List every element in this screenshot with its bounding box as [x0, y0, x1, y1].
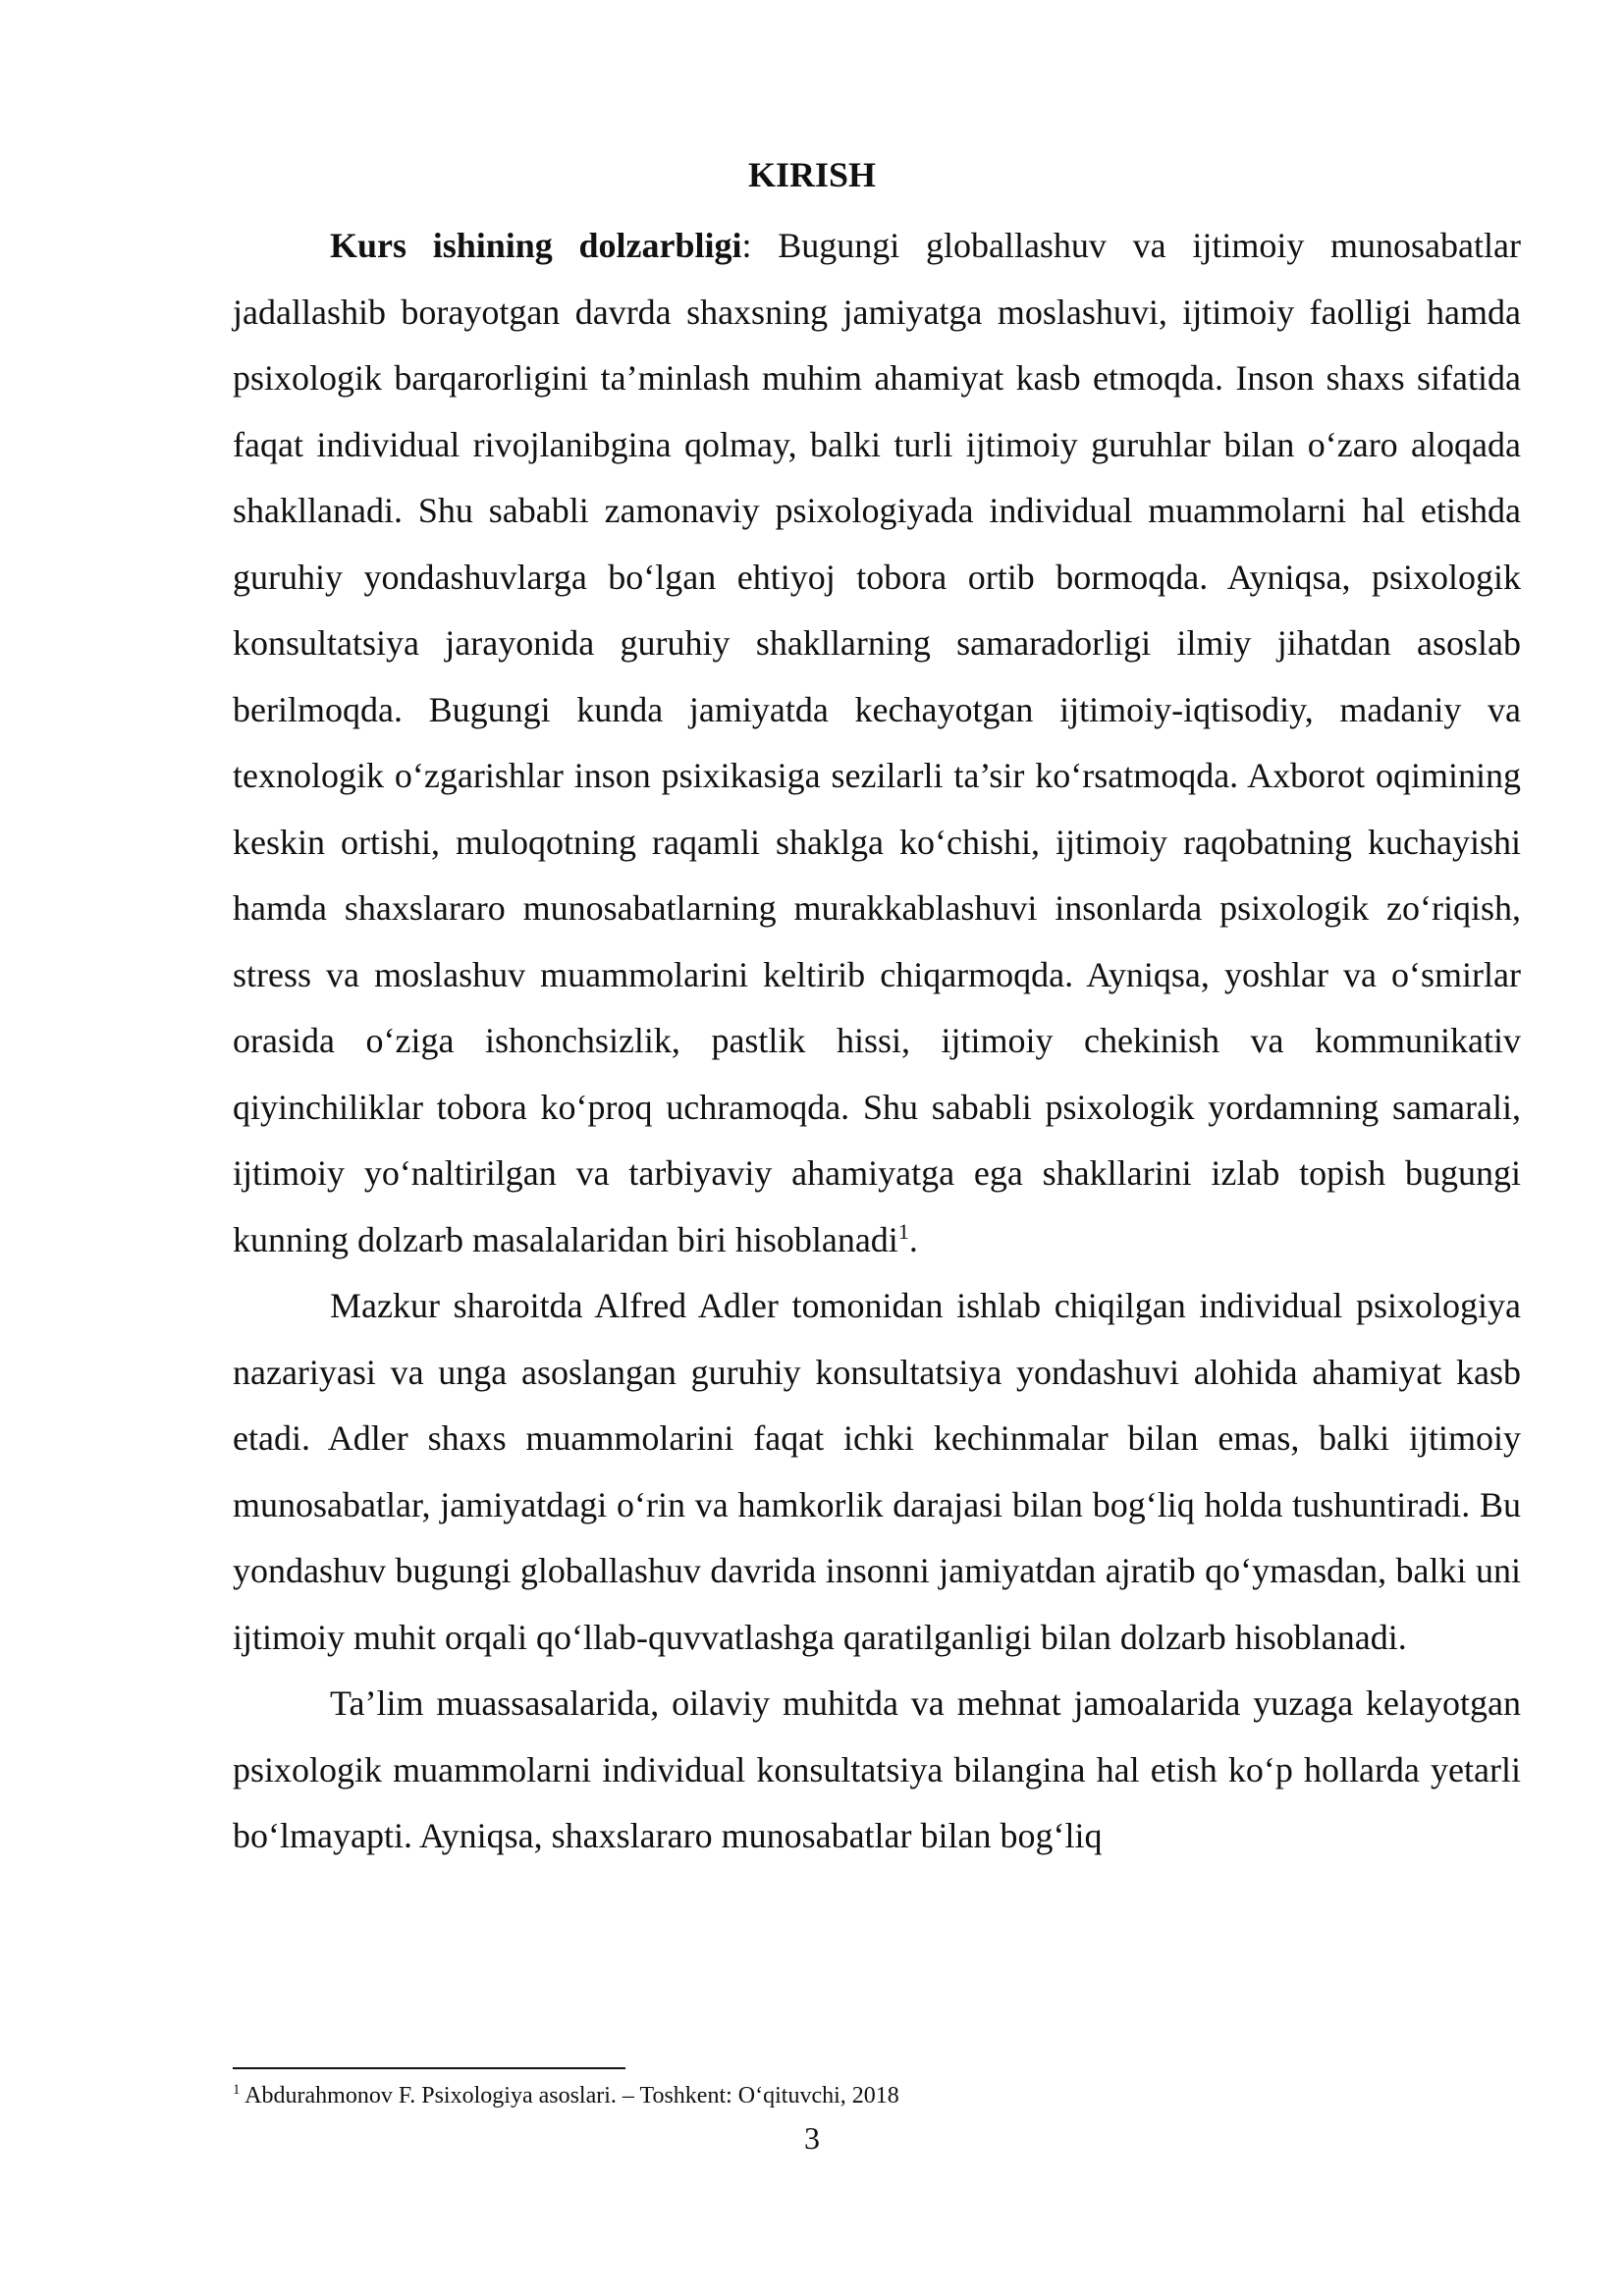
lead-separator: : [741, 226, 779, 265]
paragraph-3: Ta’lim muassasalarida, oilaviy muhitda va mehnat jamoalarida yuzaga kelayotgan psixologik muammolarni individual konsultatsiya bilangina hal etish ko‘p hollarda yetarli bo‘lmayapti. Ayniqsa, shaxslararo munosabatlar bilan bog‘liq [233, 1683, 1521, 1855]
paragraph-1 [233, 213, 1521, 1273]
paragraph-1-end: . [908, 1219, 918, 1259]
page-number: 3 [804, 2120, 820, 2156]
footnote-reference[interactable]: 1 [897, 1218, 909, 1244]
paragraph-lead-label: Kurs ishining dolzarbligi [330, 226, 742, 265]
paragraph-2: Mazkur sharoitda Alfred Adler tomonidan ishlab chiqilgan individual psixologiya nazariyasi va unga asoslangan guruhiy konsultatsiya yondashuvi alohida ahamiyat kasb etadi. Adler shaxs muammolarini faqat ichki kechinmalar bilan emas, balki ijtimoiy munosabatlar, jamiyatdagi o‘rin va hamkorlik darajasi bilan bog‘liq holda tushuntiradi. Bu yondashuv bugungi globallashuv davrida insonni jamiyatdan ajratib qo‘ymasdan, balki uni ijtimoiy muhit orqali qo‘llab-quvvatlashga qaratilganligi bilan dolzarb hisoblanadi. [233, 1286, 1521, 1657]
footnote-number: 1 [233, 2082, 241, 2098]
body-text [233, 213, 1521, 1870]
paragraph-1-text: Bugungi globallashuv va ijtimoiy munosabatlar jadallashib borayotgan davrda shaxsning jamiyatga moslashuvi, ijtimoiy faolligi hamda psixologik barqarorligini ta’minlash muhim ahamiyat kasb etmoqda. Inson shaxs sifatida faqat individual rivojlanibgina qolmay, balki turli ijtimoiy guruhlar bilan o‘zaro aloqada shakllanadi. Shu sababli zamonaviy psixologiyada individual muammolarni hal etishda guruhiy yondashuvlarga bo‘lgan ehtiyoj tobora ortib bormoqda. Ayniqsa, psixologik konsultatsiya jarayonida guruhiy shakllarning samaradorligi ilmiy jihatdan asoslab berilmoqda. Bugungi kunda jamiyatda kechayotgan ijtimoiy-iqtisodiy, madaniy va texnologik o‘zgarishlar inson psixikasiga sezilarli ta’sir ko‘rsatmoqda. Axborot oqimining keskin ortishi, muloqotning raqamli shaklga ko‘chishi, ijtimoiy raqobatning kuchayishi hamda shaxslararo munosabatlarning murakkablashuvi insonlarda psixologik zo‘riqish, stress va moslashuv muammolarini keltirib chiqarmoqda. Ayniqsa, yoshlar va o‘smirlar orasida o‘ziga ishonchsizlik, pastlik hissi, ijtimoiy chekinish va kommunikativ qiyinchiliklar tobora ko‘proq uchramoqda. Shu sababli psixologik yordamning samarali, ijtimoiy yo‘naltirilgan va tarbiyaviy ahamiyatga ega shakllarini izlab topish bugungi kunning dolzarb masalalaridan biri hisoblanadi [233, 226, 1521, 1259]
section-heading: KIRISH [747, 155, 877, 194]
footnote [233, 2081, 899, 2110]
footnote-text: Abdurahmonov F. Psixologiya asoslari. – Toshkent: O‘qituvchi, 2018 [240, 2083, 899, 2109]
footnote-separator [233, 2067, 625, 2069]
